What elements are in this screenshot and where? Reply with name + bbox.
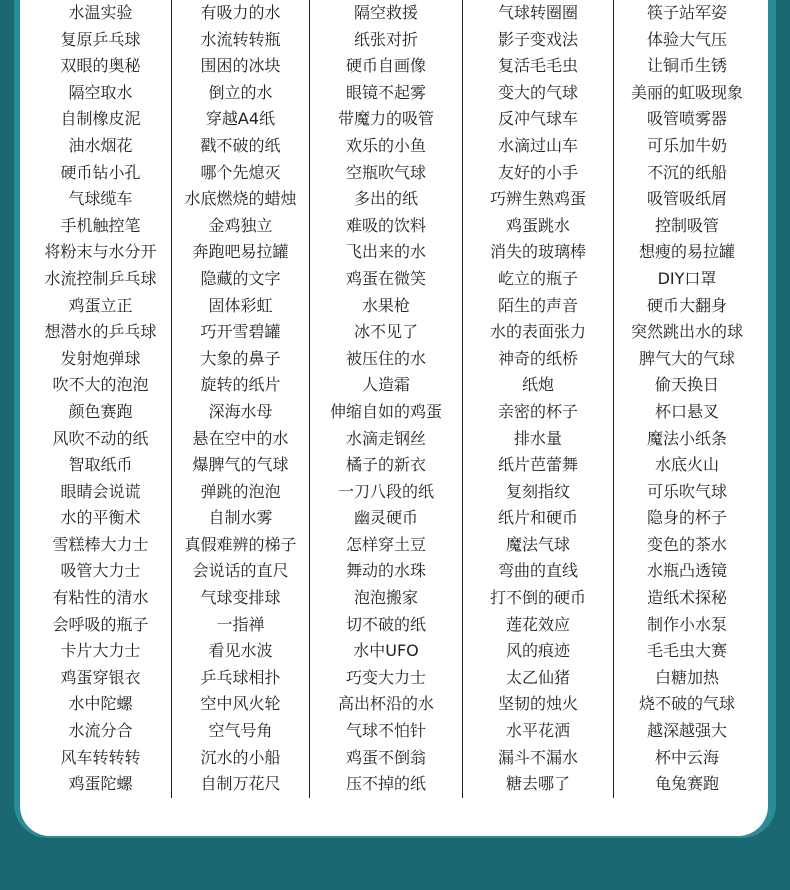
experiment-name: 气球缆车 [68,189,133,209]
experiment-name: 纸片和硬币 [497,508,578,528]
experiment-name: 屹立的瓶子 [497,268,578,288]
experiment-column [310,0,463,798]
experiment-name: 想瘦的易拉罐 [638,242,735,262]
experiment-name: 眼睛会说谎 [60,481,141,501]
experiment-name: 变色的茶水 [646,534,727,554]
experiment-name: 白糖加热 [654,667,719,687]
experiment-name: 真假难辨的梯子 [184,534,297,554]
experiment-name: 纸张对折 [353,29,418,49]
experiment-name: 莲花效应 [505,614,570,634]
experiment-name: 偷天换日 [654,375,719,395]
experiment-name: 排水量 [513,428,562,448]
experiment-name: 围困的冰块 [200,56,281,76]
experiment-name: 风的痕迹 [505,641,570,661]
experiment-name: 智取纸币 [68,455,133,475]
experiment-name: 有吸力的水 [200,3,281,22]
experiment-name: 旋转的纸片 [200,375,281,395]
experiment-name: 让铜币生锈 [646,56,727,76]
experiment-name: 倒立的水 [208,82,273,102]
experiment-name: 气球不怕针 [345,721,426,741]
experiment-name: 水流转转瓶 [200,29,281,49]
experiment-name: 脾气大的气球 [638,348,735,368]
experiment-name: 吹不大的泡泡 [52,375,149,395]
experiment-name: 眼镜不起雾 [345,82,426,102]
experiment-name: 巧变大力士 [345,667,426,687]
experiment-name: 乒乓球相扑 [200,667,281,687]
experiment-name: 鸡蛋穿银衣 [60,667,141,687]
experiment-name: 自制万花尺 [200,774,281,794]
experiment-name: 控制吸管 [654,215,719,235]
experiment-name: 友好的小手 [497,162,578,182]
experiment-name: 悬在空中的水 [192,428,289,448]
experiment-name: 硬币大翻身 [646,295,727,315]
experiment-name: 雪糕棒大力士 [52,534,149,554]
experiment-column [463,0,614,798]
experiment-name: 固体彩虹 [208,295,273,315]
experiment-name: 魔法气球 [505,534,570,554]
experiment-name: 风吹不动的纸 [52,428,149,448]
experiment-name: 将粉末与水分开 [44,242,157,262]
experiment-name: 可乐吹气球 [646,481,727,501]
experiment-name: 大象的鼻子 [200,348,281,368]
experiment-name: 漏斗不漏水 [497,747,578,767]
experiment-name: 水中UFO [353,641,419,661]
experiment-name: 风车转转转 [60,747,141,767]
experiment-name: 会呼吸的瓶子 [52,614,149,634]
experiment-name: 哪个先熄灭 [200,162,281,182]
experiment-name: 飞出来的水 [345,242,426,262]
experiment-name: 水流分合 [68,721,133,741]
experiment-name: 美丽的虹吸现象 [630,82,743,102]
experiment-name: 双眼的奥秘 [60,56,141,76]
experiment-name: 硬币钻小孔 [60,162,141,182]
experiment-name: 冰不见了 [353,322,418,342]
experiment-name: 龟兔赛跑 [654,774,719,794]
experiment-name: 自制水雾 [208,508,273,528]
experiment-name: 发射炮弹球 [60,348,141,368]
experiment-name: 纸片芭蕾舞 [497,455,578,475]
experiment-name: 油水烟花 [68,135,133,155]
experiment-name: 太乙仙猪 [505,667,570,687]
experiment-name: 切不破的纸 [345,614,426,634]
experiment-name: 水瓶凸透镜 [646,561,727,581]
experiment-name: 戳不破的纸 [200,135,281,155]
experiment-column [614,0,760,798]
experiment-name: 吸管吸纸屑 [646,189,727,209]
experiment-name: 水滴走钢丝 [345,428,426,448]
experiment-name: 爆脾气的气球 [192,455,289,475]
experiment-name: 亲密的杯子 [497,401,578,421]
experiment-column [172,0,310,798]
experiment-name: 巧辨生熟鸡蛋 [489,189,586,209]
experiment-name: 隐藏的文字 [200,268,281,288]
experiment-name: 幽灵硬币 [353,508,418,528]
experiment-name: 陌生的声音 [497,295,578,315]
experiment-name: 复活毛毛虫 [497,56,578,76]
experiment-name: 可乐加牛奶 [646,135,727,155]
experiment-name: 水温实验 [68,3,133,22]
experiment-name: 怎样穿土豆 [345,534,426,554]
experiment-name: 欢乐的小鱼 [345,135,426,155]
experiment-name: 一刀八段的纸 [337,481,434,501]
experiment-name: 空气号角 [208,721,273,741]
experiment-name: 反冲气球车 [497,109,578,129]
experiment-name: 气球变排球 [200,588,281,608]
experiment-name: 自制橡皮泥 [60,109,141,129]
experiment-name: 水的表面张力 [489,322,586,342]
experiment-name: 水的平衡术 [60,508,141,528]
experiment-name: 越深越强大 [646,721,727,741]
experiment-name: 鸡蛋跳水 [505,215,570,235]
experiment-name: 杯中云海 [654,747,719,767]
experiment-name: 水平花洒 [505,721,570,741]
experiment-name: 鸡蛋不倒翁 [345,747,426,767]
experiment-name: 烧不破的气球 [638,694,735,714]
experiment-name: 压不掉的纸 [345,774,426,794]
experiment-name: 弯曲的直线 [497,561,578,581]
experiment-name: 舞动的水珠 [345,561,426,581]
experiment-column [30,0,172,798]
experiment-name: 魔法小纸条 [646,428,727,448]
experiment-name: 弹跳的泡泡 [200,481,281,501]
experiment-name: 鸡蛋在微笑 [345,268,426,288]
experiment-name: 毛毛虫大赛 [646,641,727,661]
experiment-name: 手机触控笔 [60,215,141,235]
experiment-name: 水滴过山车 [497,135,578,155]
experiment-name: 空瓶吹气球 [345,162,426,182]
experiment-name: 沉水的小船 [200,747,281,767]
experiment-name: 吸管喷雾器 [646,109,727,129]
experiment-name: 水流控制乒乓球 [44,268,157,288]
experiment-name: 水中陀螺 [68,694,133,714]
experiment-name: 被压住的水 [345,348,426,368]
experiment-name: 隐身的杯子 [646,508,727,528]
experiment-name: 吸管大力士 [60,561,141,581]
experiment-name: 消失的玻璃棒 [489,242,586,262]
experiment-name: 变大的气球 [497,82,578,102]
experiment-name: 水果枪 [361,295,410,315]
experiment-name: 水底燃烧的蜡烛 [184,189,297,209]
experiment-name: 复原乒乓球 [60,29,141,49]
experiment-name: 隔空救援 [353,3,418,22]
experiment-name: 想潜水的乒乓球 [44,322,157,342]
experiment-name: 硬币自画像 [345,56,426,76]
experiment-name: 多出的纸 [353,189,418,209]
experiment-name: 金鸡独立 [208,215,273,235]
experiment-name: 鸡蛋立正 [68,295,133,315]
experiment-name: 深海水母 [208,401,273,421]
experiment-name: 气球转圈圈 [497,3,578,22]
experiment-name: 神奇的纸桥 [497,348,578,368]
experiment-name: 泡泡搬家 [353,588,418,608]
experiment-name: 复刻指纹 [505,481,570,501]
experiment-name: 卡片大力士 [60,641,141,661]
experiment-name: 不沉的纸船 [646,162,727,182]
experiment-name: 穿越A4纸 [205,109,276,129]
experiment-name: 会说话的直尺 [192,561,289,581]
experiment-name: 造纸术探秘 [646,588,727,608]
experiment-name: 人造霜 [361,375,410,395]
experiment-name: 带魔力的吸管 [337,109,434,129]
experiment-name: 筷子站军姿 [646,3,727,22]
experiment-list-grid [30,0,760,795]
experiment-name: 体验大气压 [646,29,727,49]
experiment-name: 有粘性的清水 [52,588,149,608]
experiment-name: 伸缩自如的鸡蛋 [329,401,442,421]
experiment-name: 空中风火轮 [200,694,281,714]
experiment-name: DIY口罩 [657,268,717,288]
experiment-name: 看见水波 [208,641,273,661]
experiment-name: 难吸的饮料 [345,215,426,235]
experiment-name: 鸡蛋陀螺 [68,774,133,794]
experiment-name: 制作小水泵 [646,614,727,634]
experiment-name: 坚韧的烛火 [497,694,578,714]
experiment-name: 一指禅 [216,614,265,634]
experiment-name: 影子变戏法 [497,29,578,49]
experiment-name: 突然跳出水的球 [630,322,743,342]
experiment-name: 巧开雪碧罐 [200,322,281,342]
experiment-name: 水底火山 [654,455,719,475]
experiment-name: 高出杯沿的水 [337,694,434,714]
experiment-name: 糖去哪了 [505,774,570,794]
experiment-name: 打不倒的硬币 [489,588,586,608]
experiment-name: 隔空取水 [68,82,133,102]
experiment-name: 奔跑吧易拉罐 [192,242,289,262]
experiment-name: 纸炮 [521,375,554,395]
experiment-name: 杯口悬叉 [654,401,719,421]
experiment-name: 橘子的新衣 [345,455,426,475]
experiment-name: 颜色赛跑 [68,401,133,421]
